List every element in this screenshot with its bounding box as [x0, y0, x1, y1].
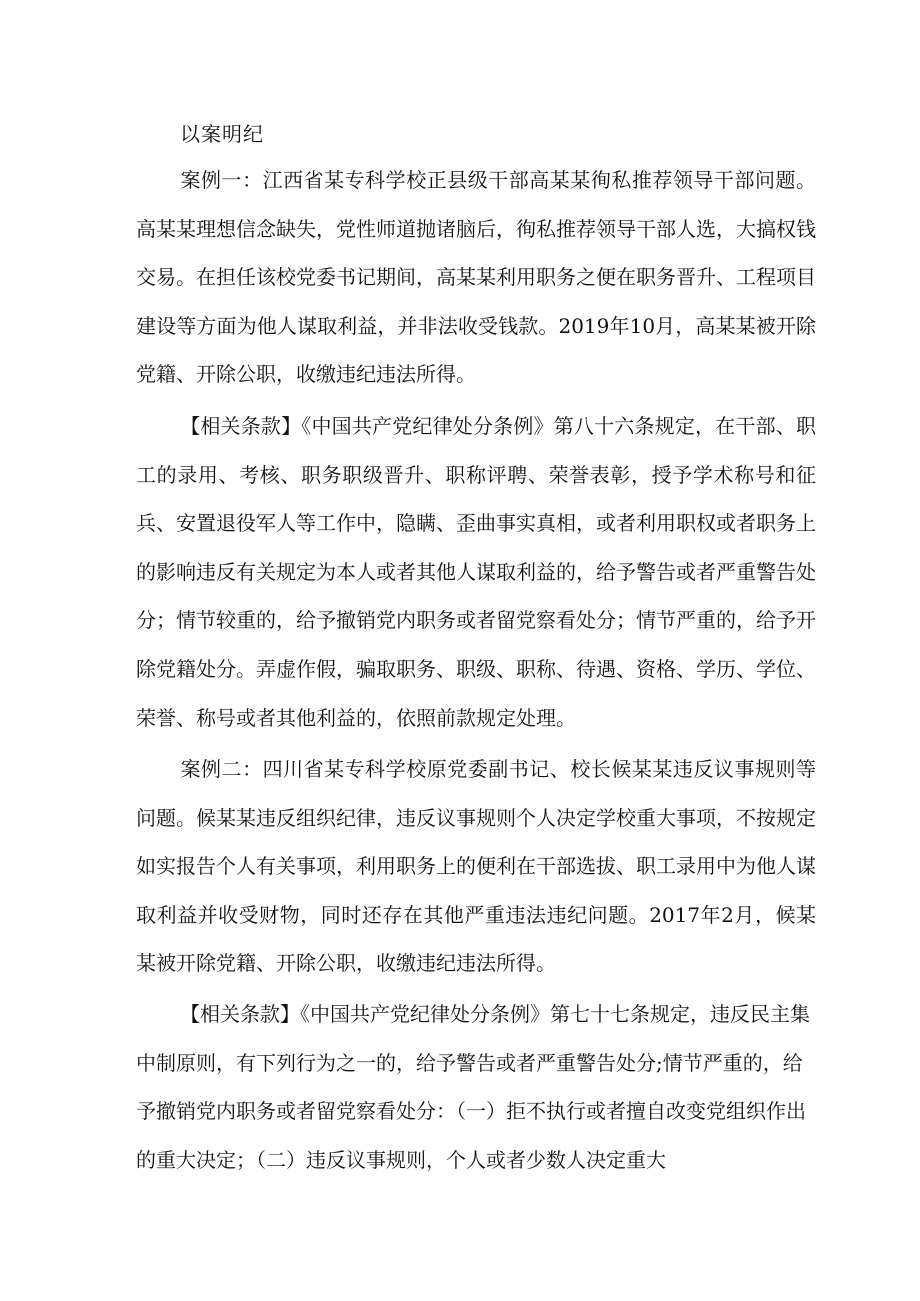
case-two-text: 案例二：四川省某专科学校原党委副书记、校长候某某违反议事规则等问题。候某某违反组织纪律，违反议事规则个人决定学校重大事项，不按规定如实报告个人有关事项，利用职务上的便利在干部选拔、职工录用中为他人谋取利益并收受财物，同时还存在其他严重违法违纪问题。2017年2月，候某某被开除党籍、开除公职，收缴违纪违法所得。	[136, 757, 816, 976]
case-one-text: 案例一：江西省某专科学校正县级干部高某某徇私推荐领导干部问题。高某某理想信念缺失，党性师道抛诸脑后，徇私推荐领导干部人选，大搞权钱交易。在担任该校党委书记期间，高某某利用职务之便在职务晋升、工程项目建设等方面为他人谋取利益，并非法收受钱款。2019年10月，高某某被开除党籍、开除公职，收缴违纪违法所得。	[136, 168, 816, 387]
case-one-paragraph	[136, 156, 816, 399]
related-clause-paragraph-2	[136, 990, 816, 1184]
related-clause-text-1: 【相关条款】《中国共产党纪律处分条例》第八十六条规定，在干部、职工的录用、考核、职务职级晋升、职称评聘、荣誉表彰，授予学术称号和征兵、安置退役军人等工作中，隐瞒、歪曲事实真相，或者利用职权或者职务上的影响违反有关规定为本人或者其他人谋取利益的，给予警告或者严重警告处分；情节较重的，给予撤销党内职务或者留党察看处分；情节严重的，给予开除党籍处分。弄虚作假，骗取职务、职级、职称、待遇、资格、学历、学位、荣誉、称号或者其他利益的，依照前款规定处理。	[136, 414, 816, 730]
related-clause-paragraph-1	[136, 402, 816, 742]
related-clause-text-2: 【相关条款】《中国共产党纪律处分条例》第七十七条规定，违反民主集中制原则，有下列行为之一的，给予警告或者严重警告处分;情节严重的，给予撤销党内职务或者留党察看处分：（一）拒不执行或者擅自改变党组织作出的重大决定；（二）违反议事规则，个人或者少数人决定重大	[136, 1002, 810, 1172]
case-two-paragraph	[136, 745, 816, 988]
document-title: 以案明纪	[180, 122, 264, 146]
